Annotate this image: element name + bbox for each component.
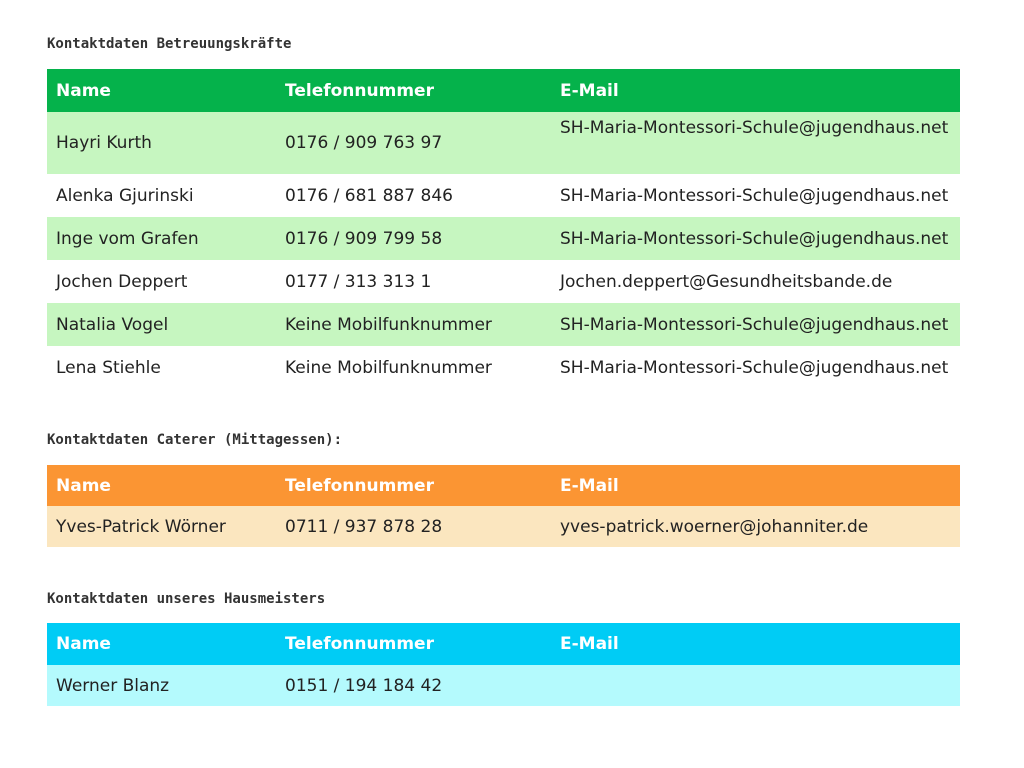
contact-phone: 0176 / 909 763 97 — [276, 112, 551, 174]
column-header-phone: Telefonnummer — [276, 69, 551, 112]
contact-email: SH-Maria-Montessori-Schule@jugendhaus.net — [551, 174, 960, 217]
contact-phone: 0176 / 909 799 58 — [276, 217, 551, 260]
caterer-table — [47, 465, 960, 547]
contact-name: Natalia Vogel — [47, 303, 276, 346]
contact-email: Jochen.deppert@Gesundheitsbande.de — [551, 260, 960, 303]
table-row — [47, 174, 960, 217]
column-header-phone: Telefonnummer — [276, 465, 551, 506]
contact-phone: 0151 / 194 184 42 — [276, 665, 551, 706]
contact-email: yves-patrick.woerner@johanniter.de — [551, 506, 960, 547]
contact-name: Alenka Gjurinski — [47, 174, 276, 217]
betreuung-table — [47, 69, 960, 389]
contact-phone: Keine Mobilfunknummer — [276, 346, 551, 389]
contact-email: SH-Maria-Montessori-Schule@jugendhaus.net — [551, 346, 960, 389]
column-header-name: Name — [47, 465, 276, 506]
column-header-email: E-Mail — [551, 465, 960, 506]
column-header-name: Name — [47, 69, 276, 112]
column-header-name: Name — [47, 623, 276, 665]
contact-name: Yves-Patrick Wörner — [47, 506, 276, 547]
contact-name: Lena Stiehle — [47, 346, 276, 389]
hausmeister-table — [47, 623, 960, 706]
contact-name: Inge vom Grafen — [47, 217, 276, 260]
contact-email: SH-Maria-Montessori-Schule@jugendhaus.net — [551, 112, 960, 174]
contact-name: Jochen Deppert — [47, 260, 276, 303]
table-header-row — [47, 69, 960, 112]
section-title-betreuung: Kontaktdaten Betreuungskräfte — [47, 36, 292, 52]
contact-email: SH-Maria-Montessori-Schule@jugendhaus.net — [551, 303, 960, 346]
table-header-row — [47, 623, 960, 665]
contact-phone: Keine Mobilfunknummer — [276, 303, 551, 346]
table-row — [47, 260, 960, 303]
section-title-hausmeister: Kontaktdaten unseres Hausmeisters — [47, 591, 326, 607]
column-header-phone: Telefonnummer — [276, 623, 551, 665]
contact-name: Werner Blanz — [47, 665, 276, 706]
contact-name: Hayri Kurth — [47, 112, 276, 174]
table-row — [47, 112, 960, 174]
table-header-row — [47, 465, 960, 506]
column-header-email: E-Mail — [551, 69, 960, 112]
section-title-caterer: Kontaktdaten Caterer (Mittagessen): — [47, 432, 343, 448]
table-row — [47, 665, 960, 706]
table-row — [47, 346, 960, 389]
table-row — [47, 506, 960, 547]
table-row — [47, 303, 960, 346]
contact-phone: 0177 / 313 313 1 — [276, 260, 551, 303]
contact-email — [551, 665, 960, 706]
table-row — [47, 217, 960, 260]
column-header-email: E-Mail — [551, 623, 960, 665]
contact-phone: 0711 / 937 878 28 — [276, 506, 551, 547]
contact-email: SH-Maria-Montessori-Schule@jugendhaus.net — [551, 217, 960, 260]
contact-phone: 0176 / 681 887 846 — [276, 174, 551, 217]
